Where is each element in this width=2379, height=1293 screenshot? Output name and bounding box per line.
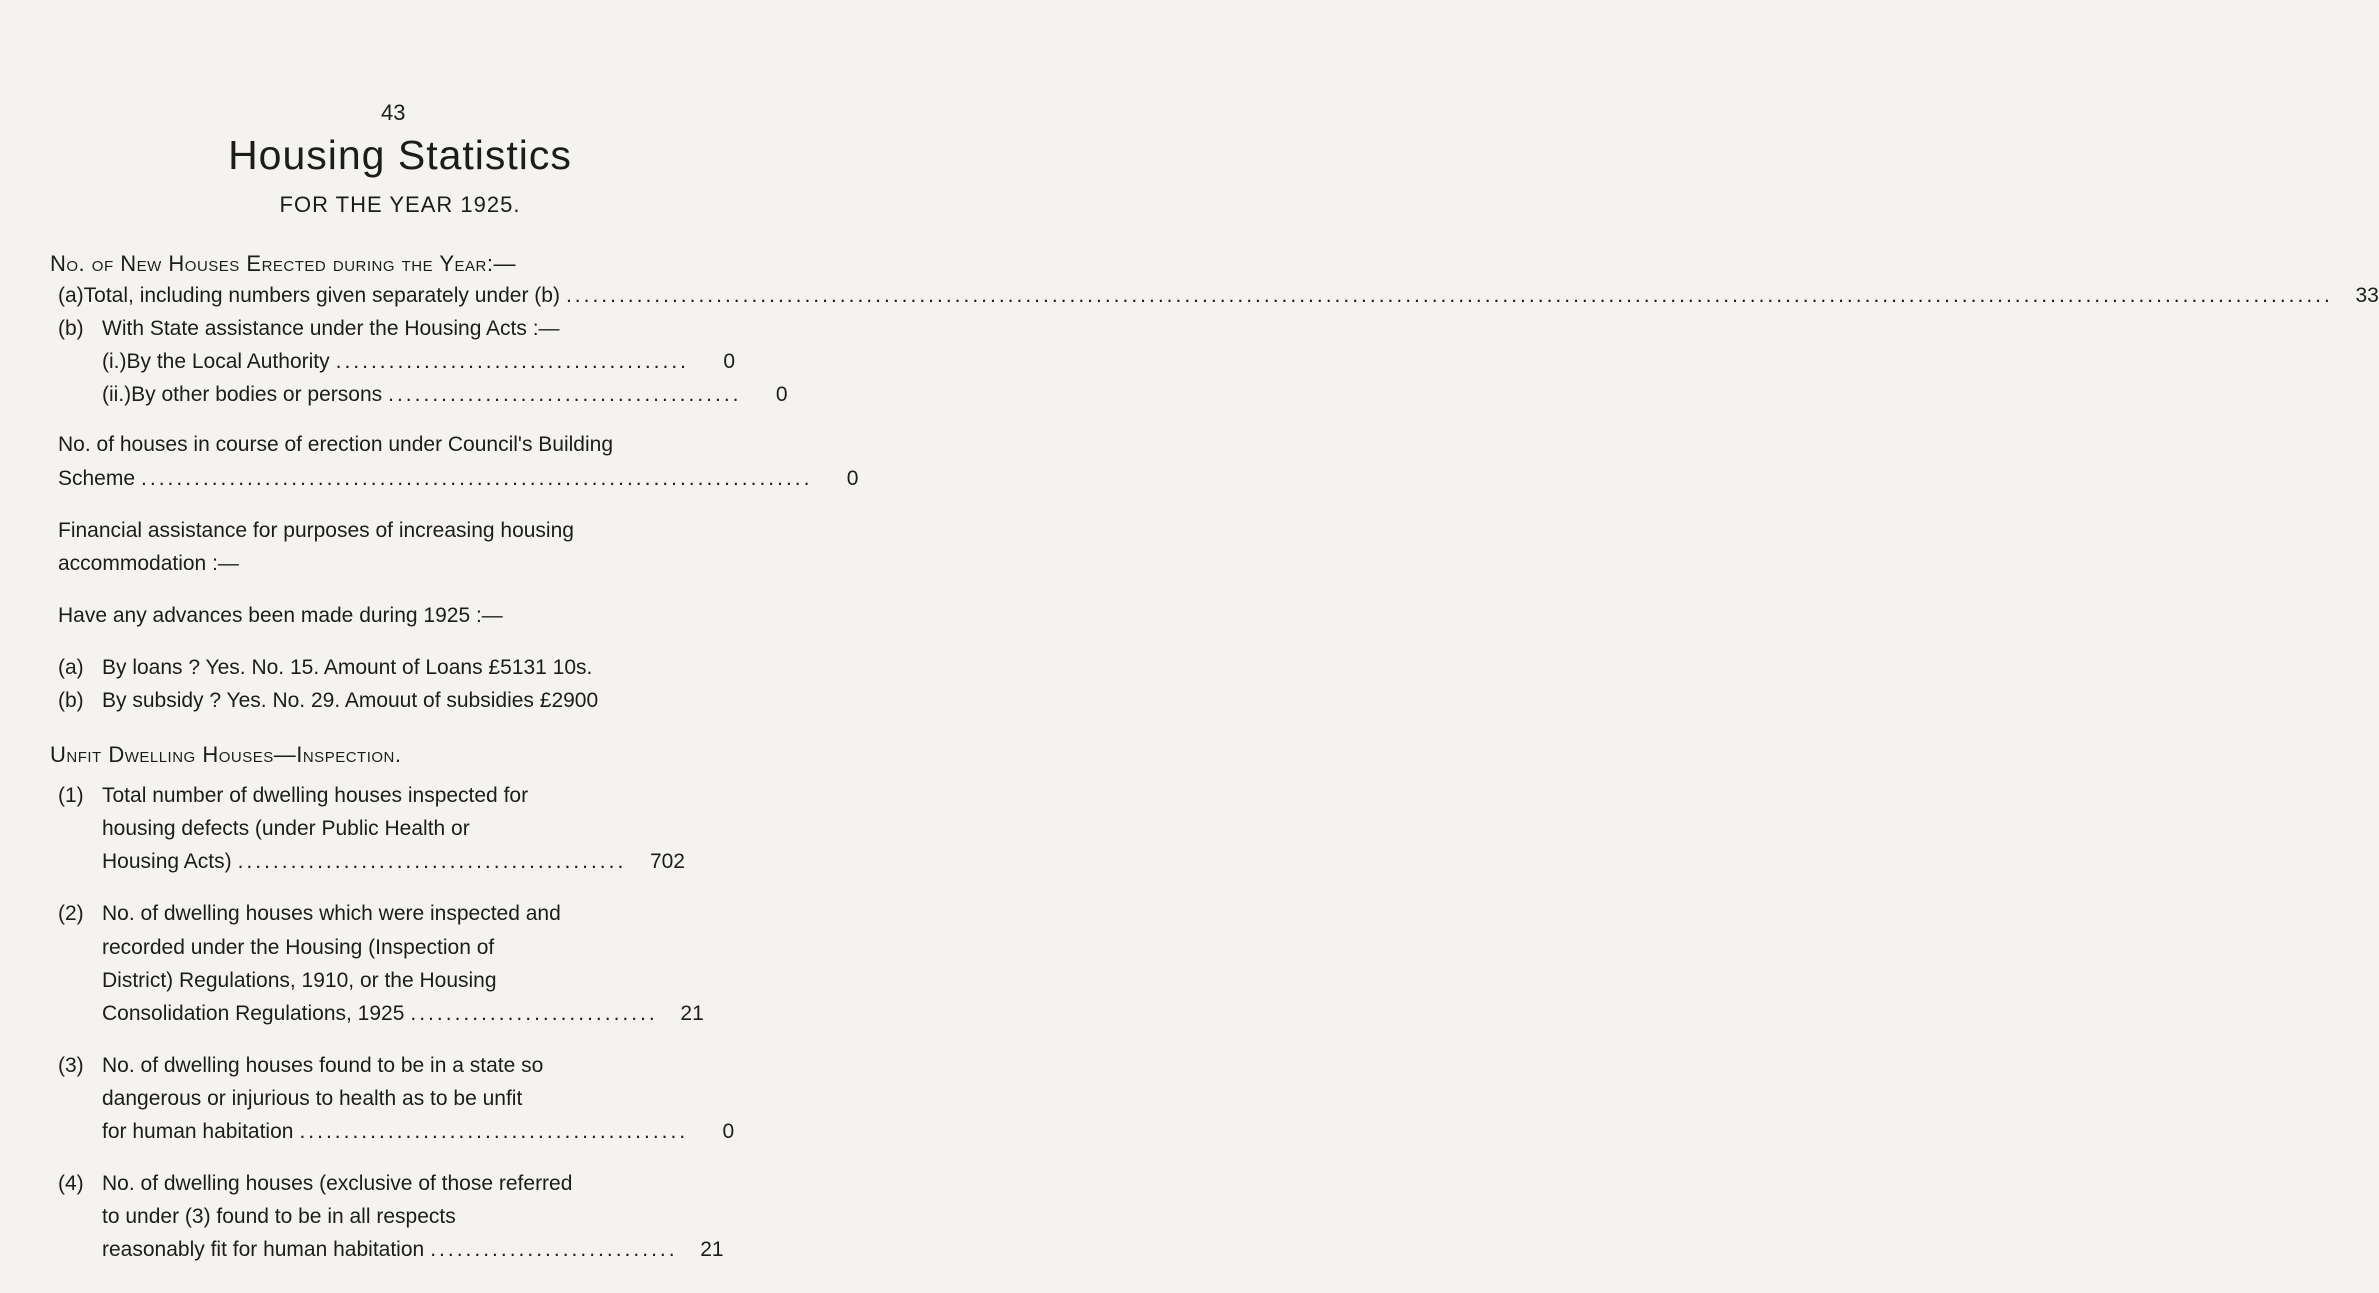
item-3-label: (3) [58,1054,84,1077]
item-value: 21 [700,1238,724,1261]
item-value: 0 [722,1120,735,1143]
item-3-line2: dangerous or injurious to health as to be unfit [102,1087,523,1110]
item-1-line1: Total number of dwelling houses inspected for [102,784,529,807]
item-2-line4: Consolidation Regulations, 1925 ............................ 21 [102,1002,704,1025]
item-ii-other-bodies: (ii.) By other bodies or persons ........................................ 0 [102,383,788,406]
item-4-label: (4) [58,1172,84,1195]
item-i-local-authority: (i.) By the Local Authority ........................................ 0 [102,350,736,373]
course-of-erection-line2: Scheme ............................................................................ 0 [58,467,859,490]
item-text: With State assistance under the Housing Acts :— [102,317,560,340]
item-label: (a) [58,656,84,679]
item-value: 0 [846,467,859,490]
item-1-label: (1) [58,784,84,807]
item-b-state-assistance [58,317,560,341]
item-value: 33 [2355,284,2379,307]
item-text: reasonably fit for human habitation [102,1238,425,1261]
item-label: (b) [58,317,84,340]
item-text: By loans ? Yes. No. 15. Amount of Loans £5131 10s. [102,656,593,679]
section-heading-new-houses: No. of New Houses Erected during the Year:— [50,251,516,276]
item-text: Housing Acts) [102,850,232,873]
item-text: By the Local Authority [126,350,330,373]
item-value: 0 [723,350,736,373]
item-2-label: (2) [58,902,84,925]
page-title: Housing Statistics [228,132,572,178]
item-1-line3: Housing Acts) ............................................ 702 [102,850,685,873]
page-number: 43 [381,100,406,125]
item-value: 702 [649,850,685,873]
item-text: Scheme [58,467,136,490]
loans-line [58,656,592,680]
page-subtitle: FOR THE YEAR 1925. [279,192,521,217]
subsidy-line [58,689,598,713]
item-value: 0 [775,383,788,406]
item-text: for human habitation [102,1120,294,1143]
item-label: (a) [58,284,84,307]
financial-line2: accommodation :— [58,552,239,575]
item-label: (b) [58,689,84,712]
item-value: 21 [680,1002,704,1025]
section-heading-unfit-houses: Unfit Dwelling Houses—Inspection. [50,742,402,767]
item-4-line2: to under (3) found to be in all respects [102,1205,456,1228]
item-text: By subsidy ? Yes. No. 29. Amouut of subsidies £2900 [102,689,599,712]
item-text: Total, including numbers given separately under (b) [83,284,560,307]
advances-question: Have any advances been made during 1925 :— [58,604,503,627]
item-2-line3: District) Regulations, 1910, or the Housing [102,969,497,992]
item-text: Consolidation Regulations, 1925 [102,1002,405,1025]
item-label: (ii.) [102,383,132,406]
item-text: By other bodies or persons [131,383,383,406]
course-of-erection-line1: No. of houses in course of erection under Council's Building [58,433,613,456]
item-4-line3: reasonably fit for human habitation ............................ 21 [102,1238,724,1261]
financial-line1: Financial assistance for purposes of increasing housing [58,519,574,542]
item-1-line2: housing defects (under Public Health or [102,817,470,840]
item-2-line2: recorded under the Housing (Inspection of [102,936,495,959]
item-2-line1: No. of dwelling houses which were inspected and [102,902,561,925]
item-a-total: (a) Total, including numbers given separately under (b) ........................................................................................................................................................................................................ 33 [58,284,2379,307]
item-4-line1: No. of dwelling houses (exclusive of those referred [102,1172,573,1195]
item-3-line3: for human habitation ............................................ 0 [102,1120,735,1143]
item-label: (i.) [102,350,127,373]
item-3-line1: No. of dwelling houses found to be in a state so [102,1054,544,1077]
